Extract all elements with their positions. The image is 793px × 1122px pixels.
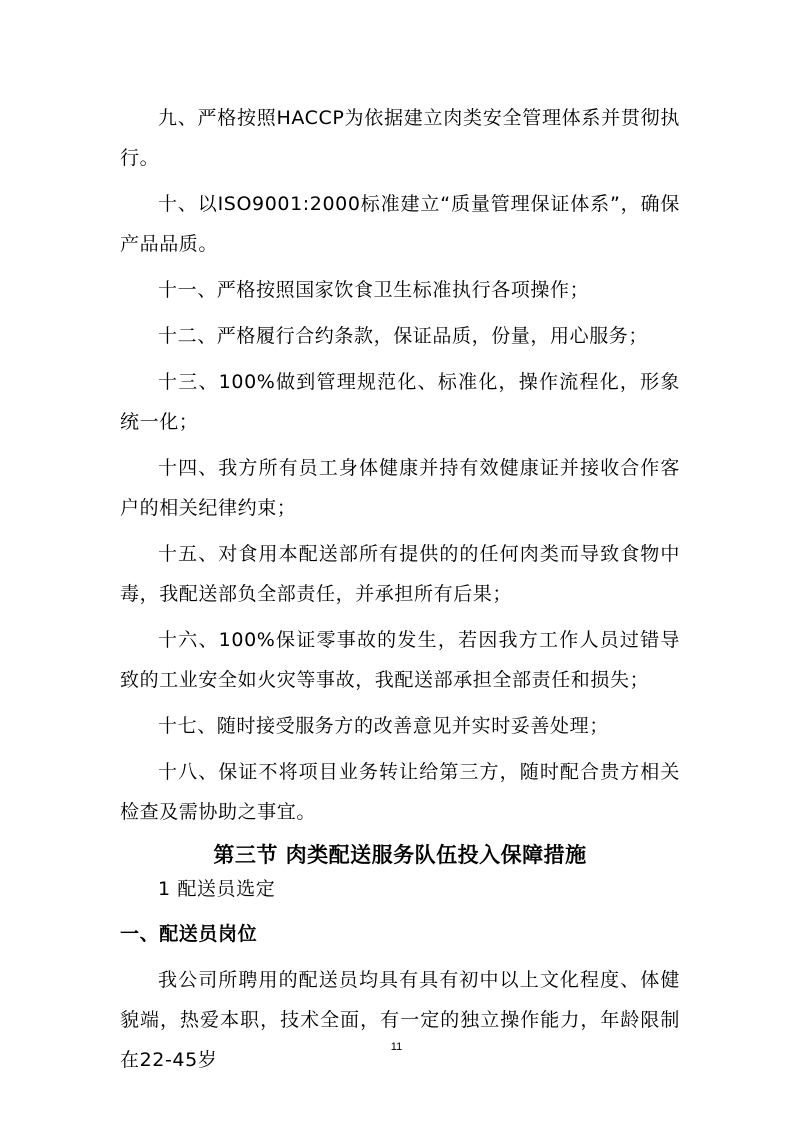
paragraph-bottom: 我公司所聘用的配送员均具有具有初中以上文化程度、体健貌端，热爱本职，技术全面，有一定的独立操作能力，年龄限制在22-45岁 xyxy=(120,969,680,1071)
page-content xyxy=(120,98,680,1086)
paragraph-item-12: 十二、严格履行合约条款，保证品质，份量，用心服务； xyxy=(158,325,649,347)
paragraph-item-9: 九、严格按照HACCP为依据建立肉类安全管理体系并贯彻执行。 xyxy=(120,107,680,169)
section-title: 第三节 肉类配送服务队伍投入保障措施 xyxy=(213,843,587,867)
paragraph-item-15: 十五、对食用本配送部所有提供的的任何肉类而导致食物中毒，我配送部负全部责任，并承担所有后果； xyxy=(120,543,680,605)
paragraph-item-16: 十六、100%保证零事故的发生，若因我方工作人员过错导致的工业安全如火灾等事故，我配送部承担全部责任和损失； xyxy=(120,629,680,691)
paragraph-item-13: 十三、100%做到管理规范化、标准化，操作流程化，形象统一化； xyxy=(120,371,680,433)
sub-heading: 1 配送员选定 xyxy=(158,878,276,900)
page-number: 11 xyxy=(390,1041,403,1053)
paragraph-item-11: 十一、严格按照国家饮食卫生标准执行各项操作； xyxy=(158,279,590,301)
paragraph-item-14: 十四、我方所有员工身体健康并持有效健康证并接收合作客户的相关纪律约束； xyxy=(120,457,680,519)
paragraph-item-17: 十七、随时接受服务方的改善意见并实时妥善处理； xyxy=(158,715,609,737)
paragraph-item-10: 十、以ISO9001:2000标准建立“质量管理保证体系”，确保产品品质。 xyxy=(120,193,680,255)
bold-heading: 一、配送员岗位 xyxy=(120,923,258,945)
paragraph-item-18: 十八、保证不将项目业务转让给第三方，随时配合贵方相关检查及需协助之事宜。 xyxy=(120,761,680,823)
